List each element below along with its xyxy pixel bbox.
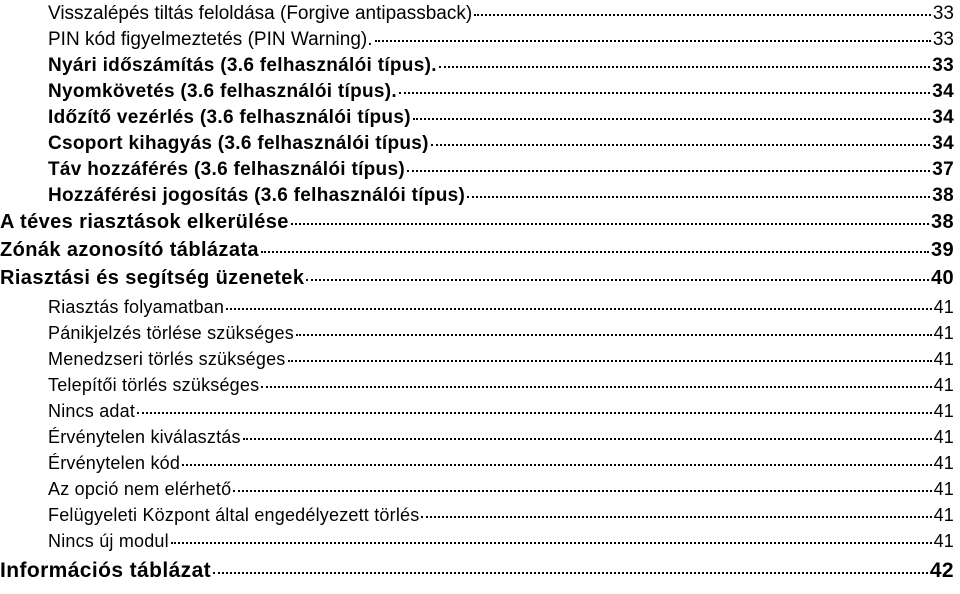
toc-entry-page: 41 <box>933 401 954 421</box>
toc-entry-title: Zónák azonosító táblázata <box>0 239 259 261</box>
toc-entry-page: 34 <box>932 81 954 102</box>
dot-leader <box>182 464 932 466</box>
toc-entry-title: Menedzseri törlés szükséges <box>48 349 286 369</box>
toc-entry-page: 41 <box>933 297 954 317</box>
toc-entry-title: Nyomkövetés (3.6 felhasználói típus). <box>48 81 397 102</box>
dot-leader <box>261 386 931 388</box>
dot-leader <box>306 279 929 281</box>
toc-entry[interactable] <box>48 402 954 420</box>
toc-entry-title: Időzítő vezérlés (3.6 felhasználói típus) <box>48 107 411 128</box>
toc-entry-page: 41 <box>933 531 954 551</box>
toc-entry-page: 41 <box>933 479 954 499</box>
toc-entry[interactable] <box>48 298 954 316</box>
dot-leader <box>213 572 928 574</box>
toc-entry-page: 41 <box>933 505 954 525</box>
toc-entry[interactable] <box>48 186 954 205</box>
toc-entry[interactable] <box>0 212 954 232</box>
toc-entry-title: Riasztási és segítség üzenetek <box>0 267 305 289</box>
toc-entry[interactable] <box>48 30 954 49</box>
dot-leader <box>431 144 930 146</box>
dot-leader <box>474 14 931 16</box>
dot-leader <box>261 251 929 253</box>
toc-entry[interactable] <box>48 376 954 394</box>
toc-entry-title: Telepítői törlés szükséges <box>48 375 260 395</box>
toc-entry-page: 41 <box>933 375 954 395</box>
toc-entry[interactable] <box>0 268 954 288</box>
dot-leader <box>421 516 931 518</box>
dot-leader <box>291 223 929 225</box>
toc-entry[interactable] <box>48 454 954 472</box>
toc-entry[interactable] <box>48 532 954 550</box>
toc-entry-title: Nincs adat <box>48 401 136 421</box>
toc-entry-title: Érvénytelen kód <box>48 453 181 473</box>
toc-entry-title: Visszalépés tiltás feloldása (Forgive antipassback) <box>48 3 473 24</box>
dot-leader <box>296 334 932 336</box>
toc-entry[interactable] <box>48 350 954 368</box>
toc-entry-page: 38 <box>932 185 954 206</box>
toc-entry-page: 41 <box>933 453 954 473</box>
dot-leader <box>243 438 932 440</box>
toc-entry-title: A téves riasztások elkerülése <box>0 211 289 233</box>
toc-entry[interactable] <box>48 160 954 179</box>
toc-entry-title: Hozzáférési jogosítás (3.6 felhasználói típus) <box>48 185 466 206</box>
toc-entry-page: 33 <box>932 55 954 76</box>
toc-entry[interactable] <box>48 480 954 498</box>
toc-entry-page: 37 <box>932 159 954 180</box>
toc-entry[interactable] <box>48 134 954 153</box>
toc-entry-page: 41 <box>933 323 954 343</box>
toc-entry-title: Riasztás folyamatban <box>48 297 225 317</box>
toc-entry-page: 33 <box>932 29 954 50</box>
toc-entry[interactable] <box>48 506 954 524</box>
toc-entry-page: 40 <box>930 267 954 289</box>
dot-leader <box>171 542 932 544</box>
toc-entry-title: PIN kód figyelmeztetés (PIN Warning). <box>48 29 373 50</box>
toc-entry-page: 42 <box>929 559 954 582</box>
toc-entry-title: Nyári időszámítás (3.6 felhasználói típus). <box>48 55 437 76</box>
dot-leader <box>233 490 931 492</box>
toc-entry[interactable] <box>48 56 954 75</box>
toc-entry-page: 34 <box>932 107 954 128</box>
dot-leader <box>375 40 931 42</box>
dot-leader <box>226 308 931 310</box>
dot-leader <box>399 92 930 94</box>
dot-leader <box>467 196 930 198</box>
dot-leader <box>288 360 932 362</box>
toc-entry[interactable] <box>0 240 954 260</box>
toc-entry[interactable] <box>48 4 954 23</box>
toc-entry[interactable] <box>48 108 954 127</box>
toc-entry-page: 41 <box>933 349 954 369</box>
toc-entry-page: 33 <box>932 3 954 24</box>
dot-leader <box>407 170 930 172</box>
toc-entry-title: Táv hozzáférés (3.6 felhasználói típus) <box>48 159 405 180</box>
toc-entry-title: Pánikjelzés törlése szükséges <box>48 323 294 343</box>
toc-entry-page: 38 <box>930 211 954 233</box>
toc-entry-title: Az opció nem elérhető <box>48 479 232 499</box>
toc-entry[interactable] <box>48 82 954 101</box>
toc-entry-page: 39 <box>930 239 954 261</box>
dot-leader <box>413 118 930 120</box>
toc-entry-page: 41 <box>933 427 954 447</box>
toc-entry-title: Nincs új modul <box>48 531 169 551</box>
toc-entry[interactable] <box>0 560 954 581</box>
toc-entry-title: Csoport kihagyás (3.6 felhasználói típus) <box>48 133 429 154</box>
dot-leader <box>439 66 930 68</box>
toc-entry-title: Érvénytelen kiválasztás <box>48 427 241 447</box>
toc-entry-title: Információs táblázat <box>0 559 212 582</box>
dot-leader <box>137 412 932 414</box>
toc-entry-page: 34 <box>932 133 954 154</box>
toc-entry[interactable] <box>48 324 954 342</box>
toc-entry[interactable] <box>48 428 954 446</box>
toc-entry-title: Felügyeleti Központ által engedélyezett törlés <box>48 505 420 525</box>
